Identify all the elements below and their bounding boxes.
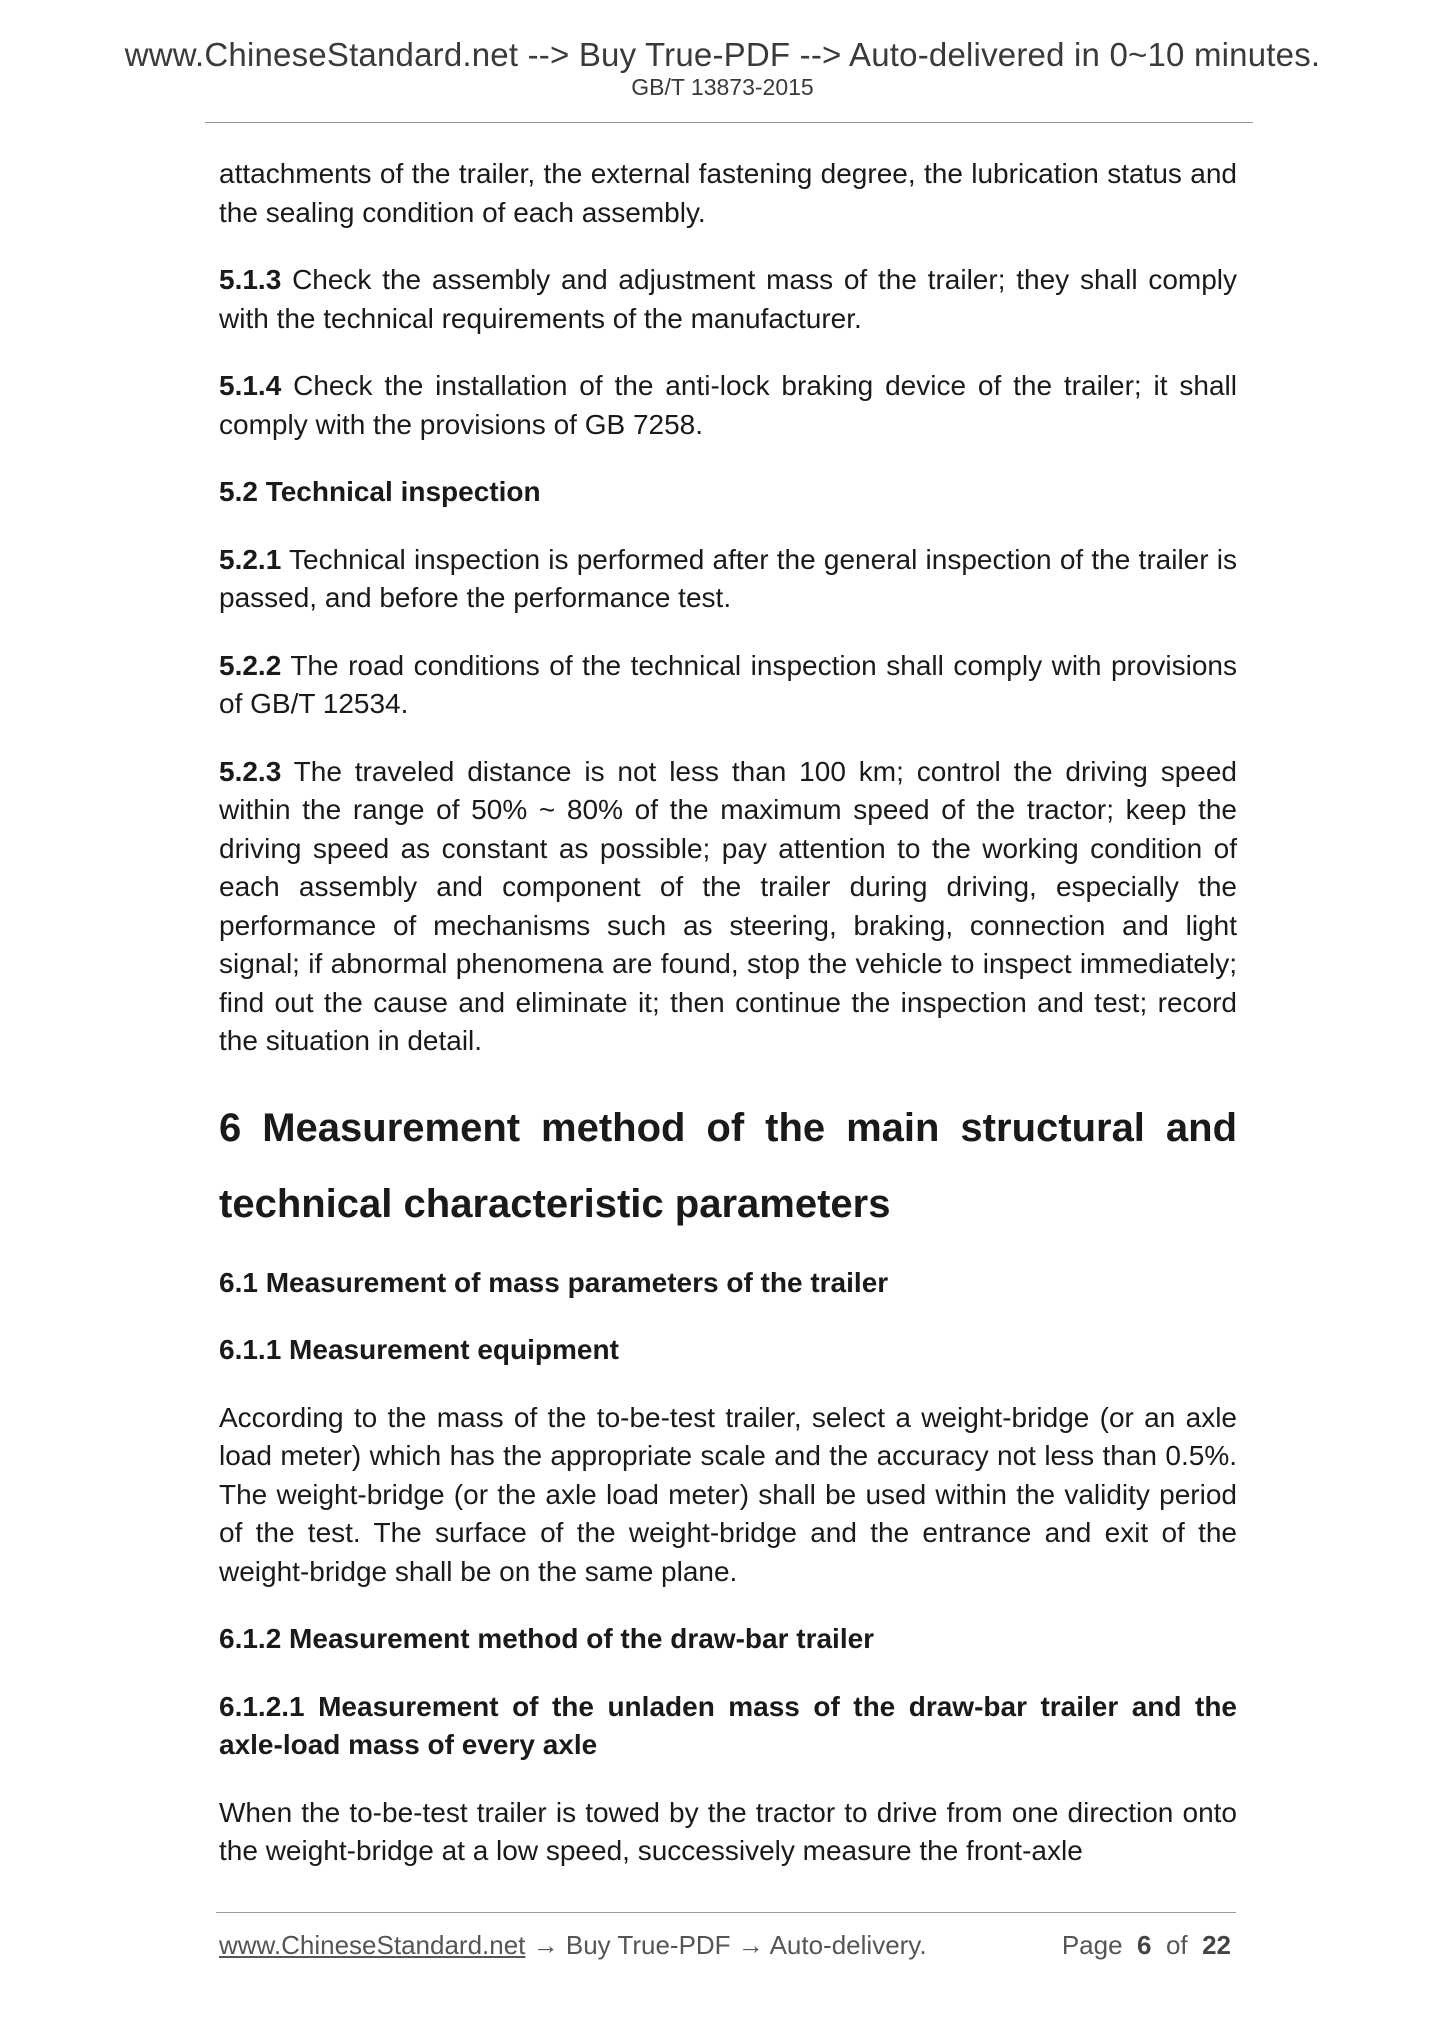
- clause-number: 5.2.2: [219, 649, 282, 681]
- header-divider: [205, 122, 1253, 123]
- page-content: [219, 155, 1237, 1900]
- page-label: Page: [1061, 1930, 1123, 1960]
- page-footer: [219, 1930, 1237, 1961]
- source-banner: www.ChineseStandard.net --> Buy True-PDF --> Auto-delivered in 0~10 minutes.: [124, 36, 1321, 73]
- clause-5-2-3: [219, 753, 1237, 1061]
- clause-5-2-2: [219, 647, 1237, 724]
- footer-divider: [216, 1912, 1236, 1913]
- section-6-1-2-heading: 6.1.2 Measurement method of the draw-bar trailer: [219, 1623, 875, 1654]
- clause-number: 5.1.4: [219, 370, 282, 401]
- footer-site-link[interactable]: www.ChineseStandard.net: [219, 1930, 526, 1960]
- section-5-2-heading: 5.2 Technical inspection: [219, 476, 541, 507]
- clause-number: 5.1.3: [219, 264, 282, 295]
- document-code: GB/T 13873-2015: [631, 74, 814, 100]
- clause-6-1-2-1-text: When the to-be-test trailer is towed by the tractor to drive from one direction onto the weight-bridge at a low speed, successively measure the front-axle: [219, 1796, 1237, 1866]
- section-6-1-heading: 6.1 Measurement of mass parameters of the trailer: [219, 1266, 889, 1298]
- page-total: 22: [1202, 1930, 1231, 1960]
- clause-number: 5.2.3: [219, 755, 282, 787]
- clause-5-1-3: [219, 261, 1237, 338]
- of-label: of: [1165, 1930, 1188, 1960]
- footer-tagline: → Buy True-PDF → Auto-delivery.: [525, 1930, 927, 1960]
- page-indicator: [1062, 1930, 1231, 1961]
- page-number: 6: [1137, 1930, 1152, 1960]
- clause-6-1-1-text: According to the mass of the to-be-test trailer, select a weight-bridge (or an axle load meter) which has the appropriate scale and the accuracy not less than 0.5%. The weight-bridge (or the axle load meter) shall be used within the validity period of the test. The surface of the weight-bridge and the entrance and exit of the weight-bridge shall be on the same plane.: [219, 1401, 1237, 1587]
- clause-text: Check the assembly and adjustment mass of the trailer; they shall comply with the technical requirements of the manufacturer.: [219, 264, 1238, 334]
- clause-text: The road conditions of the technical inspection shall comply with provisions of GB/T 12534.: [219, 649, 1237, 719]
- section-6-1-2-1-heading: 6.1.2.1 Measurement of the unladen mass of the draw-bar trailer and the axle-load mass of every axle: [219, 1690, 1237, 1760]
- clause-5-2-1: [219, 541, 1237, 618]
- chapter-6-heading: 6 Measurement method of the main structural and technical characteristic parameters: [219, 1105, 1237, 1226]
- clause-text: The traveled distance is not less than 100 km; control the driving speed within the range of 50% ~ 80% of the maximum speed of the tractor; keep the driving speed as constant as possible; pay attention to the working condition of each assembly and component of the trailer during driving, especially the performance of mechanisms such as steering, braking, connection and light signal; if abnormal phenomena are found, stop the vehicle to inspect immediately; find out the cause and eliminate it; then continue the inspection and test; record the situation in detail.: [219, 755, 1237, 1056]
- clause-text: Check the installation of the anti-lock braking device of the trailer; it shall comply with the provisions of GB 7258.: [219, 370, 1237, 440]
- clause-number: 5.2.1: [219, 543, 282, 575]
- clause-5-1-4: [219, 367, 1237, 444]
- clause-text: Technical inspection is performed after the general inspection of the trailer is passed, and before the performance test.: [219, 543, 1237, 613]
- paragraph-continuation: attachments of the trailer, the external fastening degree, the lubrication status and the sealing condition of each assembly.: [219, 158, 1237, 228]
- section-6-1-1-heading: 6.1.1 Measurement equipment: [219, 1334, 619, 1365]
